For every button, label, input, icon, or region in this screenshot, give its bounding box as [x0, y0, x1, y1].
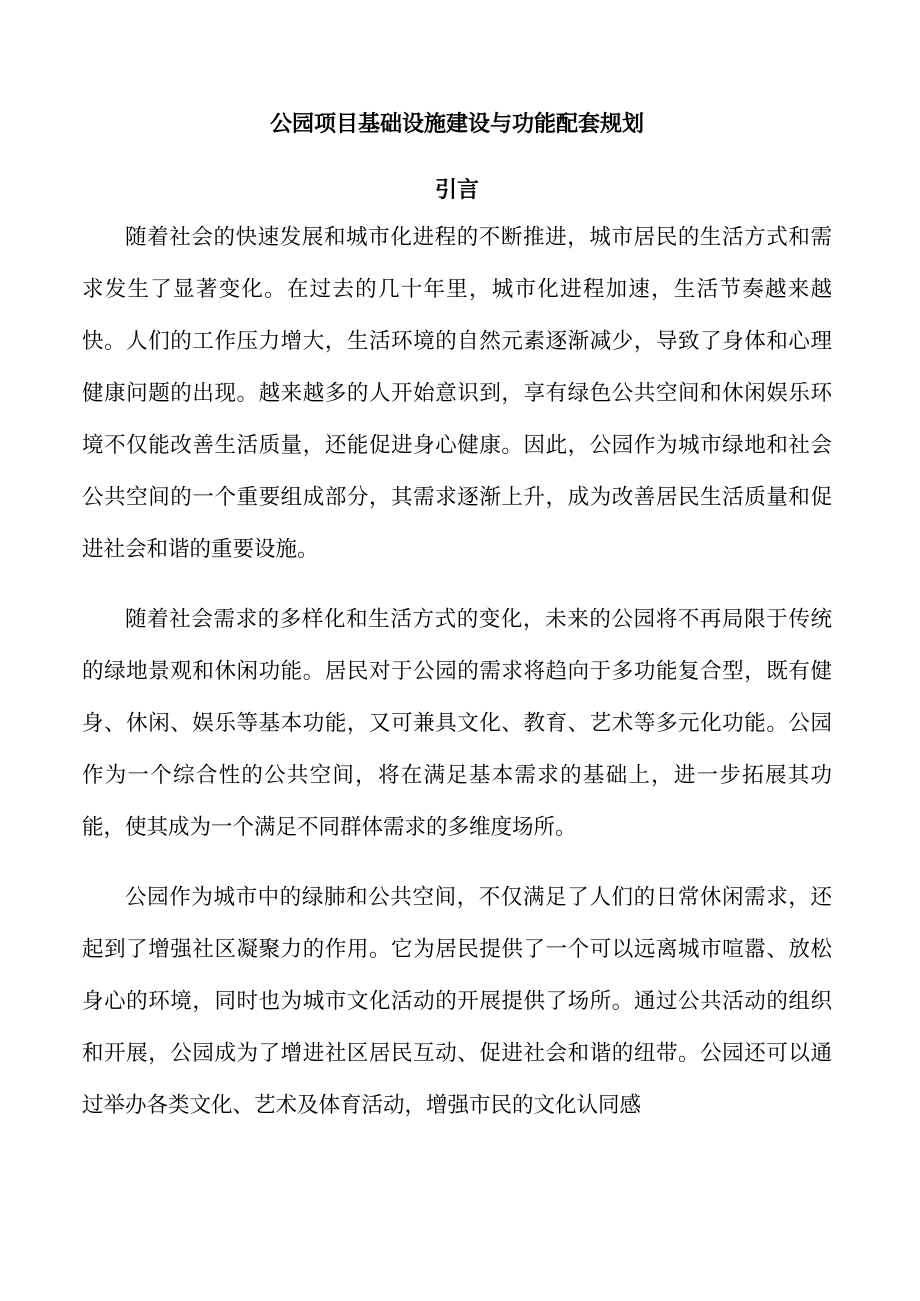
body-paragraph-3: 公园作为城市中的绿肺和公共空间，不仅满足了人们的日常休闲需求，还起到了增强社区凝聚力的作用。它为居民提供了一个可以远离城市喧嚣、放松身心的环境，同时也为城市文化活动的开展提供了场所。通过公共活动的组织和开展，公园成为了增进社区居民互动、促进社会和谐的纽带。公园还可以通过举办各类文化、艺术及体育活动，增强市民的文化认同感 — [82, 885, 832, 1118]
body-paragraph-2: 随着社会需求的多样化和生活方式的变化，未来的公园将不再局限于传统的绿地景观和休闲功能。居民对于公园的需求将趋向于多功能复合型，既有健身、休闲、娱乐等基本功能，又可兼具文化、教育、艺术等多元化功能。公园作为一个综合性的公共空间，将在满足基本需求的基础上，进一步拓展其功能，使其成为一个满足不同群体需求的多维度场所。 — [82, 607, 832, 840]
body-paragraph-1: 随着社会的快速发展和城市化进程的不断推进，城市居民的生活方式和需求发生了显著变化。在过去的几十年里，城市化进程加速，生活节奏越来越快。人们的工作压力增大，生活环境的自然元素逐渐减少，导致了身体和心理健康问题的出现。越来越多的人开始意识到，享有绿色公共空间和休闲娱乐环境不仅能改善生活质量，还能促进身心健康。因此，公园作为城市绿地和社会公共空间的一个重要组成部分，其需求逐渐上升，成为改善居民生活质量和促进社会和谐的重要设施。 — [82, 225, 832, 562]
document-title: 公园项目基础设施建设与功能配套规划 — [269, 111, 644, 137]
section-heading-introduction: 引言 — [434, 177, 479, 203]
